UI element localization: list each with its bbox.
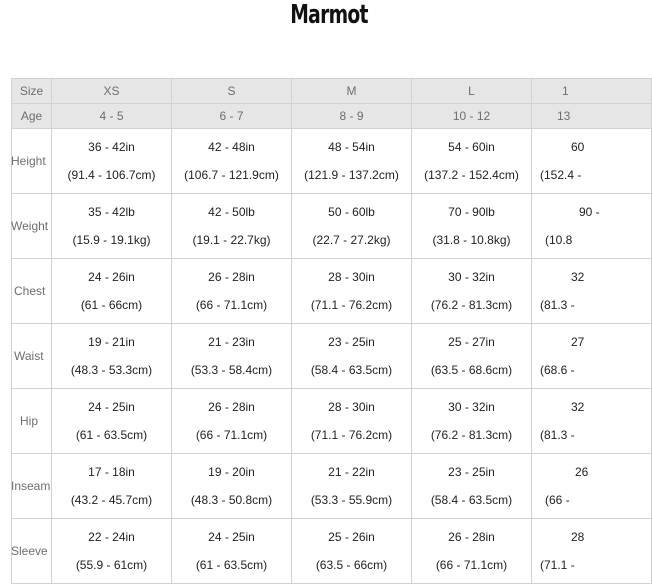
table-row <box>12 454 652 519</box>
table-cell: 35 - 42lb (15.9 - 19.1kg) <box>52 194 172 259</box>
age-header-cell: 8 - 9 <box>292 104 412 129</box>
size-header-cell: 1 <box>532 79 652 104</box>
table-cell: 26 (66 - <box>532 454 652 519</box>
table-cell: 27 (68.6 - <box>532 324 652 389</box>
table-cell: 26 - 28in (66 - 71.1cm) <box>172 259 292 324</box>
table-cell: 19 - 21in (48.3 - 53.3cm) <box>52 324 172 389</box>
table-cell: 22 - 24in (55.9 - 61cm) <box>52 519 172 584</box>
row-label: Inseam <box>12 454 52 519</box>
brand-logo: Marmot <box>290 0 368 30</box>
table-row <box>12 324 652 389</box>
row-label: Hip <box>12 389 52 454</box>
table-cell: 28 (71.1 - <box>532 519 652 584</box>
table-cell: 28 - 30in (71.1 - 76.2cm) <box>292 259 412 324</box>
age-header-cell: 13 <box>532 104 652 129</box>
size-chart-table-wrapper <box>11 78 611 580</box>
table-row <box>12 194 652 259</box>
table-cell: 21 - 23in (53.3 - 58.4cm) <box>172 324 292 389</box>
age-header-cell: 6 - 7 <box>172 104 292 129</box>
size-chart-table <box>11 78 652 584</box>
table-cell: 25 - 26in (63.5 - 66cm) <box>292 519 412 584</box>
table-cell: 36 - 42in (91.4 - 106.7cm) <box>52 129 172 194</box>
table-row <box>12 259 652 324</box>
size-header-cell: M <box>292 79 412 104</box>
row-label: Sleeve <box>12 519 52 584</box>
age-header-cell: 4 - 5 <box>52 104 172 129</box>
size-header-row <box>12 79 652 104</box>
table-cell: 21 - 22in (53.3 - 55.9cm) <box>292 454 412 519</box>
table-row <box>12 389 652 454</box>
size-header-cell: S <box>172 79 292 104</box>
table-cell: 28 - 30in (71.1 - 76.2cm) <box>292 389 412 454</box>
table-cell: 30 - 32in (76.2 - 81.3cm) <box>412 259 532 324</box>
size-chart-body <box>12 129 652 584</box>
row-label: Weight <box>12 194 52 259</box>
row-label: Waist <box>12 324 52 389</box>
table-cell: 26 - 28in (66 - 71.1cm) <box>412 519 532 584</box>
table-cell: 24 - 25in (61 - 63.5cm) <box>52 389 172 454</box>
table-cell: 42 - 48in (106.7 - 121.9cm) <box>172 129 292 194</box>
table-cell: 54 - 60in (137.2 - 152.4cm) <box>412 129 532 194</box>
table-cell: 42 - 50lb (19.1 - 22.7kg) <box>172 194 292 259</box>
table-cell: 24 - 25in (61 - 63.5cm) <box>172 519 292 584</box>
row-label: Chest <box>12 259 52 324</box>
table-cell: 26 - 28in (66 - 71.1cm) <box>172 389 292 454</box>
table-cell: 19 - 20in (48.3 - 50.8cm) <box>172 454 292 519</box>
age-header-cell: 10 - 12 <box>412 104 532 129</box>
size-header-cell: L <box>412 79 532 104</box>
table-cell: 17 - 18in (43.2 - 45.7cm) <box>52 454 172 519</box>
table-cell: 30 - 32in (76.2 - 81.3cm) <box>412 389 532 454</box>
table-row <box>12 129 652 194</box>
table-cell: 48 - 54in (121.9 - 137.2cm) <box>292 129 412 194</box>
table-cell: 90 - (10.8 <box>532 194 652 259</box>
table-cell: 23 - 25in (58.4 - 63.5cm) <box>412 454 532 519</box>
table-cell: 25 - 27in (63.5 - 68.6cm) <box>412 324 532 389</box>
table-cell: 23 - 25in (58.4 - 63.5cm) <box>292 324 412 389</box>
size-header-cell: XS <box>52 79 172 104</box>
table-cell: 70 - 90lb (31.8 - 10.8kg) <box>412 194 532 259</box>
age-header-row <box>12 104 652 129</box>
table-cell: 60 (152.4 - <box>532 129 652 194</box>
age-label: Age <box>12 104 52 129</box>
table-row <box>12 519 652 584</box>
table-cell: 32 (81.3 - <box>532 389 652 454</box>
table-cell: 24 - 26in (61 - 66cm) <box>52 259 172 324</box>
table-cell: 50 - 60lb (22.7 - 27.2kg) <box>292 194 412 259</box>
table-cell: 32 (81.3 - <box>532 259 652 324</box>
size-label: Size <box>12 79 52 104</box>
row-label: Height <box>12 129 52 194</box>
